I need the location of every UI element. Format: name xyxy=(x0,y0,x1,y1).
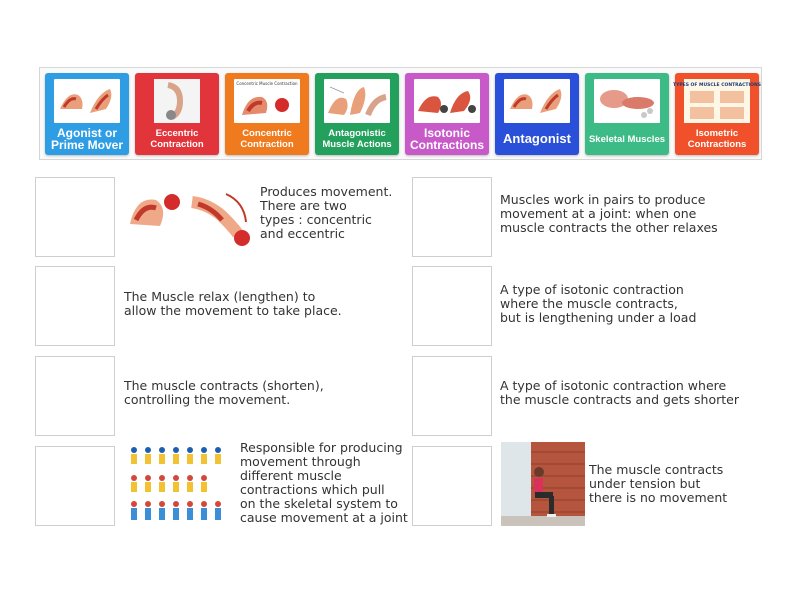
drop-slot-4[interactable] xyxy=(412,266,492,346)
tile-label: Concentric Contraction xyxy=(240,128,294,150)
tile-label: Antagonist xyxy=(503,130,571,146)
tile-eccentric-contraction[interactable] xyxy=(135,73,219,155)
clue-text-4: A type of isotonic contraction where the muscle contracts, but is lengthening under a load xyxy=(500,282,697,325)
tile-label: Antagonistic Muscle Actions xyxy=(322,128,392,150)
drop-slot-3[interactable] xyxy=(35,266,115,346)
clue-text-3: The Muscle relax (lengthen) to allow the movement to take place. xyxy=(124,289,342,318)
eccentric-arm-image xyxy=(154,79,200,123)
drop-slot-1[interactable] xyxy=(35,177,115,257)
clue-text-6: A type of isotonic contraction where the muscle contracts and gets shorter xyxy=(500,378,739,407)
tile-label: Eccentric Contraction xyxy=(150,128,204,150)
contractions-poster-image xyxy=(673,79,761,123)
thumb-caption: Concentric Muscle Contraction xyxy=(236,81,298,86)
arm-flex-image xyxy=(54,79,120,123)
tile-label: Isometric Contractions xyxy=(687,128,747,150)
clue-text-8: The muscle contracts under tension but there is no movement xyxy=(589,462,728,505)
thumb-caption: TYPES OF MUSCLE CONTRACTIONS xyxy=(673,83,761,88)
isotonic-diagram-image xyxy=(414,79,480,123)
tile-skeletal-muscles[interactable] xyxy=(585,73,669,155)
drop-slot-8[interactable] xyxy=(412,446,492,526)
tile-antagonist[interactable] xyxy=(495,73,579,155)
drop-slot-5[interactable] xyxy=(35,356,115,436)
drop-slot-2[interactable] xyxy=(412,177,492,257)
skeletal-muscle-image xyxy=(594,79,660,123)
arm-curl-image xyxy=(126,182,256,248)
tile-label: Agonist or Prime Mover xyxy=(50,126,124,152)
wall-sit-image xyxy=(501,442,585,526)
drop-slot-6[interactable] xyxy=(412,356,492,436)
tile-agonist-prime-mover[interactable] xyxy=(45,73,129,155)
tile-isotonic-contractions[interactable] xyxy=(405,73,489,155)
tile-label: Isotonic Contractions xyxy=(409,126,484,152)
tile-antagonistic-muscle-actions[interactable] xyxy=(315,73,399,155)
clue-text-2: Muscles work in pairs to produce movement at a joint: when one muscle contracts the other relaxes xyxy=(500,192,718,235)
concentric-arm-image xyxy=(234,79,300,123)
drop-slot-7[interactable] xyxy=(35,446,115,526)
arm-flex-image xyxy=(504,79,570,123)
answer-tray xyxy=(39,67,762,160)
clue-text-7: Responsible for producing movement through different muscle contractions which pull on the skeletal system to cause movement at a joint xyxy=(240,440,408,525)
tile-concentric-contraction[interactable] xyxy=(225,73,309,155)
tile-isometric-contractions[interactable] xyxy=(675,73,759,155)
clue-text-5: The muscle contracts (shorten), controlling the movement. xyxy=(124,378,324,407)
tile-label: Skeletal Muscles xyxy=(588,133,666,145)
antagonistic-diagram-image xyxy=(324,79,390,123)
clue-text-1: Produces movement. There are two types : concentric and eccentric xyxy=(260,184,393,241)
exercise-figures-image xyxy=(126,442,234,526)
